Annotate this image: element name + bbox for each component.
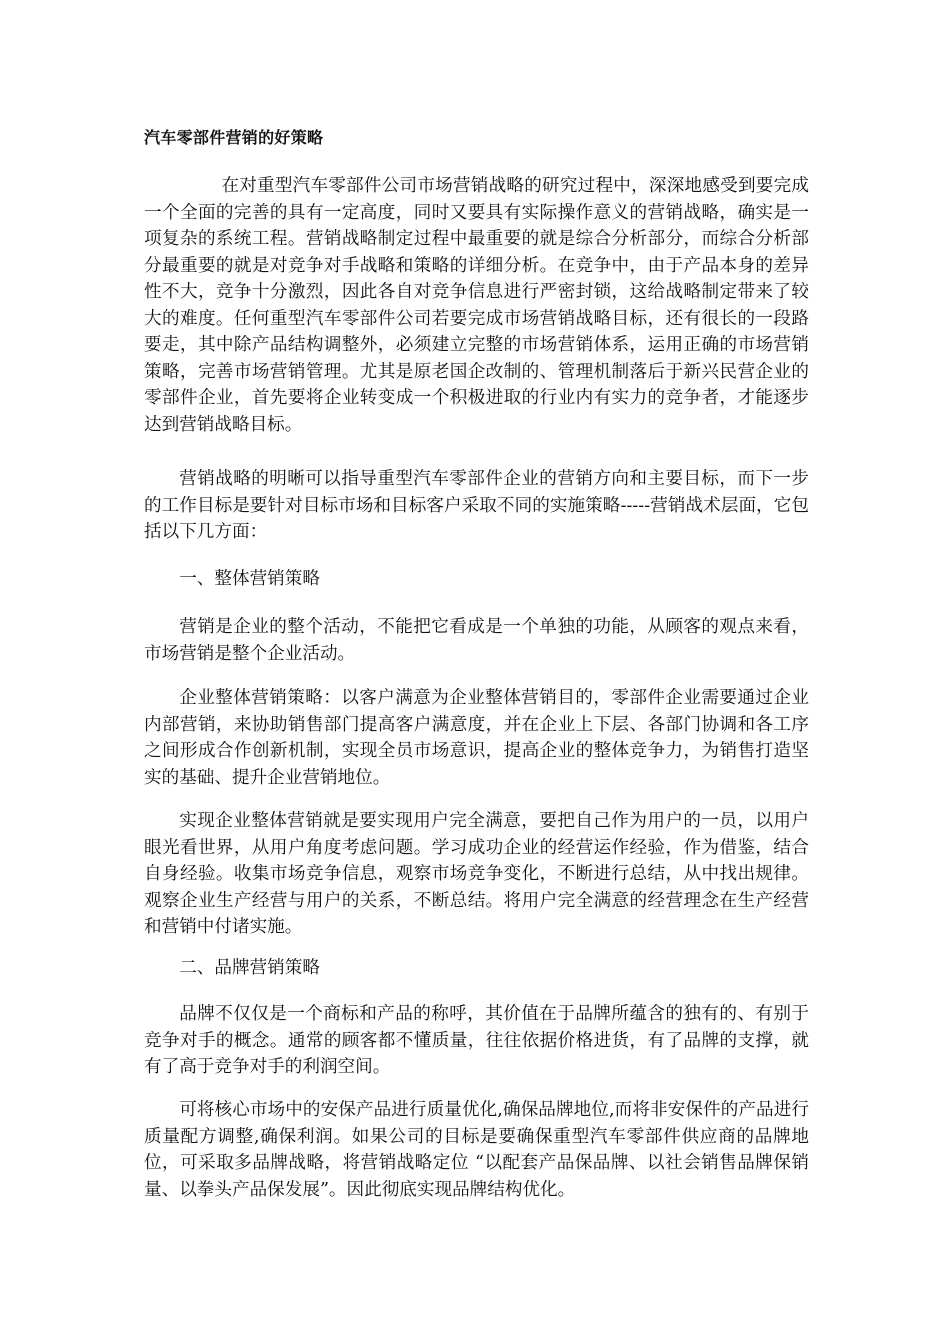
- section-heading-brand-marketing: 二、品牌营销策略: [179, 958, 320, 978]
- document-title: 汽车零部件营销的好策略: [144, 128, 324, 147]
- section-heading-overall-marketing: 一、整体营销策略: [179, 569, 320, 589]
- paragraph-intro: 在对重型汽车零部件公司市场营销战略的研究过程中，深深地感受到要完成一个全面的完善的具有一定高度，同时又要具有实际操作意义的营销战略，确实是一项复杂的系统工程。营销战略制定过程中最重要的就是综合分析部分，而综合分析部分最重要的就是对竞争对手战略和策略的详细分析。在竞争中，由于产品本身的差异性不大，竞争十分激烈，因此各自对竞争信息进行严密封锁，这给战略制定带来了较大的难度。任何重型汽车零部件公司若要完成市场营销战略目标，还有很长的一段路要走，其中除产品结构调整外，必须建立完整的市场营销体系，运用正确的市场营销策略，完善市场营销管理。尤其是原老国企改制的、管理机制落后于新兴民营企业的零部件企业，首先要将企业转变成一个积极进取的行业内有实力的竞争者，才能逐步达到营销战略目标。: [144, 176, 809, 435]
- paragraph-brand-value: 品牌不仅仅是一个商标和产品的称呼，其价值在于品牌所蕴含的独有的、有别于竞争对手的概念。通常的顾客都不懂质量，往往依据价格进货，有了品牌的支撑，就有了高于竞争对手的利润空间。: [144, 1004, 809, 1077]
- paragraph-marketing-definition: 营销是企业的整个活动，不能把它看成是一个单独的功能，从顾客的观点来看，市场营销是整个企业活动。: [144, 617, 809, 664]
- paragraph-brand-strategy: 可将核心市场中的安保产品进行质量优化,确保品牌地位,而将非安保件的产品进行质量配方调整,确保利润。如果公司的目标是要确保重型汽车零部件供应商的品牌地位，可采取多品牌战略，将营销战略定位 “以配套产品保品牌、以社会销售品牌保销量、以拳头产品保发展”。因此彻底实现品牌结构优化。: [144, 1100, 809, 1200]
- paragraph-customer-satisfaction: 实现企业整体营销就是要实现用户完全满意，要把自己作为用户的一员，以用户眼光看世界，从用户角度考虑问题。学习成功企业的经营运作经验，作为借鉴，结合自身经验。收集市场竞争信息，观察市场竞争变化，不断进行总结，从中找出规律。观察企业生产经营与用户的关系，不断总结。将用户完全满意的经营理念在生产经营和营销中付诸实施。: [144, 811, 809, 937]
- paragraph-overall-strategy: 企业整体营销策略：以客户满意为企业整体营销目的，零部件企业需要通过企业内部营销，来协助销售部门提高客户满意度，并在企业上下层、各部门协调和各工序之间形成合作创新机制，实现全员市场意识，提高企业的整体竞争力，为销售打造坚实的基础、提升企业营销地位。: [144, 688, 809, 788]
- paragraph-strategy-direction: 营销战略的明晰可以指导重型汽车零部件企业的营销方向和主要目标，而下一步的工作目标是要针对目标市场和目标客户采取不同的实施策略-----营销战术层面，它包括以下几方面：: [144, 469, 809, 542]
